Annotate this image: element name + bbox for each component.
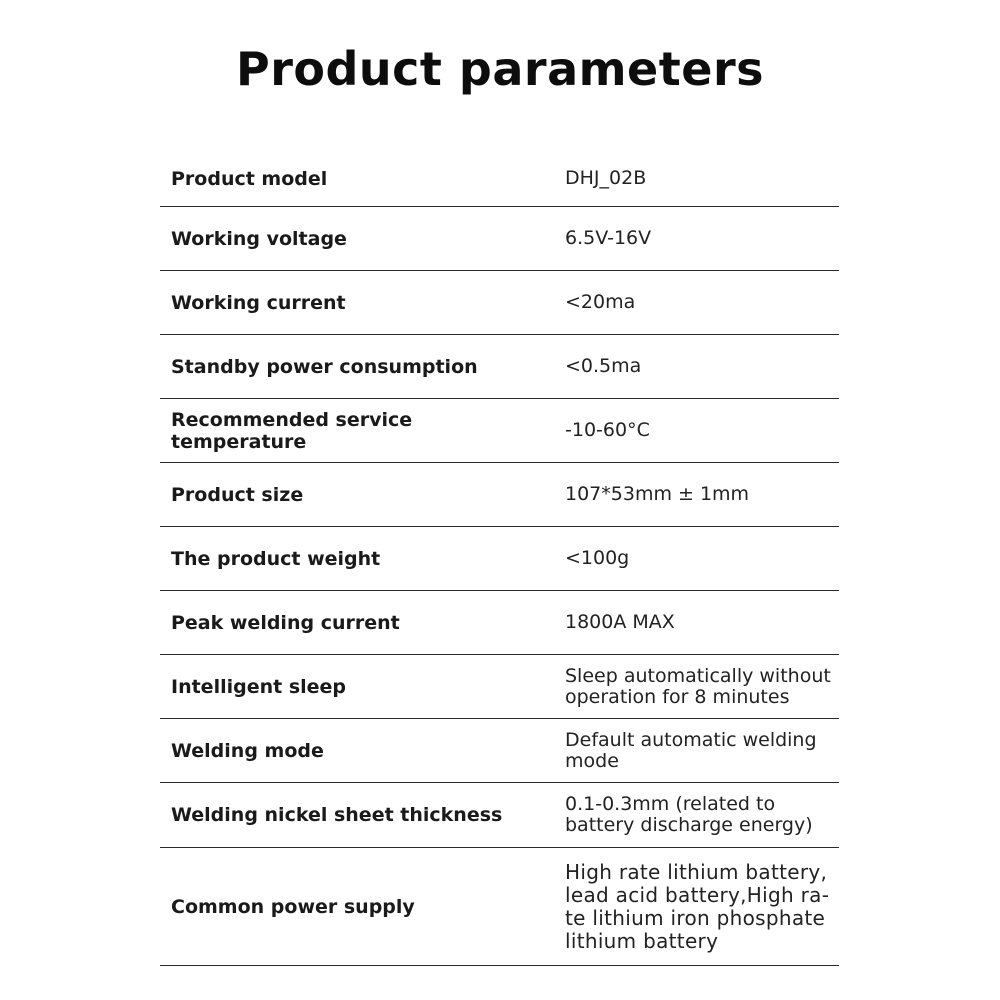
table-row xyxy=(160,399,839,463)
page-title: Product parameters xyxy=(235,42,765,96)
parameter-value: <100g xyxy=(565,547,630,569)
parameter-label: Standby power consumption xyxy=(171,355,478,378)
parameter-label: Welding mode xyxy=(171,739,324,762)
parameter-label: Common power supply xyxy=(171,895,415,918)
parameter-label: Working voltage xyxy=(171,227,347,250)
table-row xyxy=(160,848,839,966)
parameter-label: Product size xyxy=(171,483,304,506)
table-row xyxy=(160,207,839,271)
parameter-label: Working current xyxy=(171,291,346,314)
parameter-value: -10-60°C xyxy=(565,419,650,441)
table-row xyxy=(160,335,839,399)
parameter-value: Sleep automatically without operation for 8 minutes xyxy=(565,664,831,708)
parameter-value: DHJ_02B xyxy=(565,167,647,189)
parameter-label: Welding nickel sheet thickness xyxy=(171,804,503,826)
table-row xyxy=(160,719,839,783)
parameter-label: Peak welding current xyxy=(171,611,400,634)
parameter-value: 107*53mm ± 1mm xyxy=(565,483,750,505)
parameter-value: 1800A MAX xyxy=(565,611,675,633)
table-row xyxy=(160,463,839,527)
parameter-label: The product weight xyxy=(171,547,381,570)
parameter-label: Product model xyxy=(171,167,328,190)
parameter-value: <0.5ma xyxy=(565,355,642,377)
table-row xyxy=(160,591,839,655)
table-row xyxy=(160,655,839,719)
table-row xyxy=(160,271,839,335)
table-row xyxy=(160,783,839,848)
parameters-table xyxy=(160,143,839,966)
parameter-value: 6.5V-16V xyxy=(565,227,652,249)
parameter-label: Recommended service temperature xyxy=(171,408,413,453)
parameter-value: 0.1-0.3mm (related to battery discharge energy) xyxy=(565,793,813,836)
parameter-label: Intelligent sleep xyxy=(171,675,347,698)
table-row xyxy=(160,143,839,207)
parameter-value: High rate lithium battery, lead acid battery,High ra- te lithium iron phosphate lithium battery xyxy=(565,859,830,953)
parameter-value: Default automatic welding mode xyxy=(565,728,817,772)
table-row xyxy=(160,527,839,591)
parameter-value: <20ma xyxy=(565,291,636,313)
